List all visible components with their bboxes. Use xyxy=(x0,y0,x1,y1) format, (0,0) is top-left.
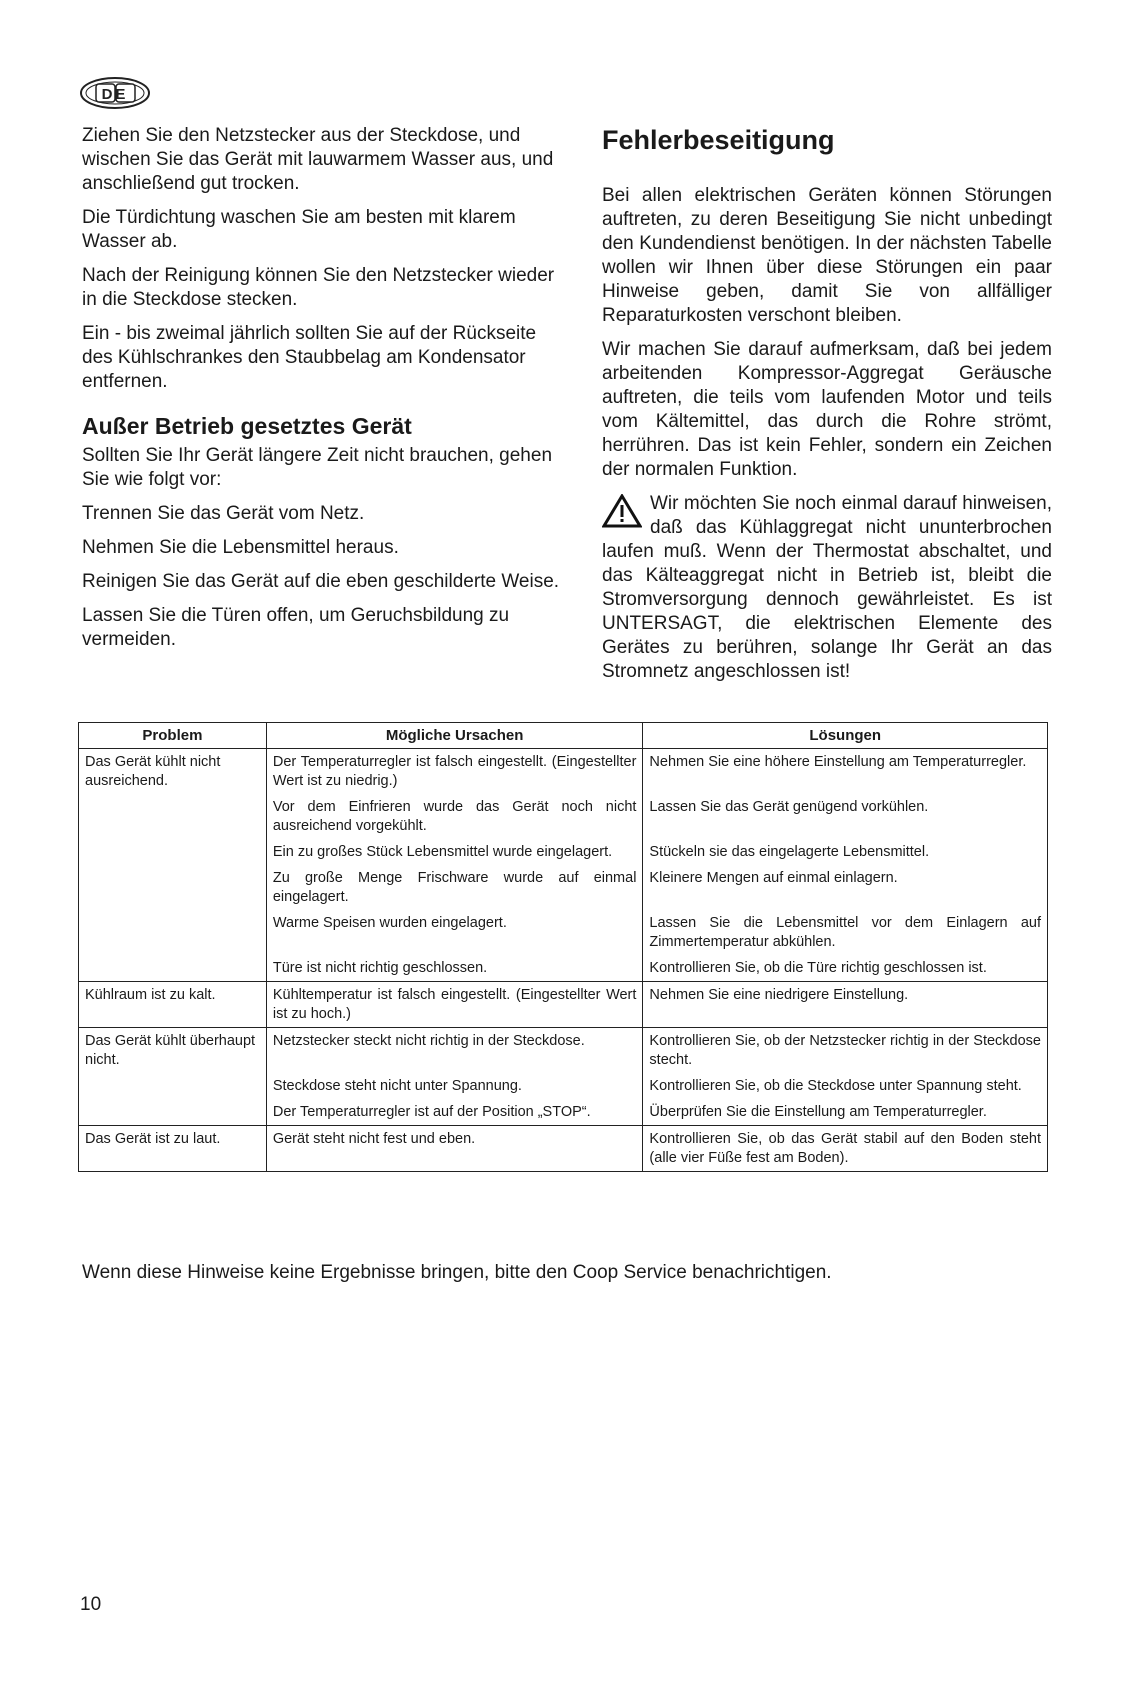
service-note: Wenn diese Hinweise keine Ergebnisse bringen, bitte den Coop Service benachrichtigen. xyxy=(82,1262,832,1283)
problem-cell: Das Gerät kühlt nicht ausreichend. xyxy=(79,749,267,795)
troubleshooting-paragraph: Wir machen Sie darauf aufmerksam, daß bei jedem arbeitenden Kompressor-Aggregat Geräusche auftreten, die teils vom laufenden Motor und teils vom Kältemittel, das durch die Rohre strömt, herrühren. Das ist kein Fehler, sondern ein Zeichen der normalen Funktion. xyxy=(602,339,1052,480)
cause-cell: Zu große Menge Frischware wurde auf einmal eingelagert. xyxy=(266,865,643,910)
problem-cell: Kühlraum ist zu kalt. xyxy=(79,982,267,1028)
table-row xyxy=(79,1099,1048,1126)
cause-cell: Netzstecker steckt nicht richtig in der Steckdose. xyxy=(266,1028,643,1074)
cleaning-paragraph: Die Türdichtung waschen Sie am besten mit klarem Wasser ab. xyxy=(82,207,516,252)
section-heading-troubleshooting: Fehlerbeseitigung xyxy=(602,125,835,155)
out-of-service-paragraph: Trennen Sie das Gerät vom Netz. xyxy=(82,503,365,524)
out-of-service-paragraph: Reinigen Sie das Gerät auf die eben geschilderte Weise. xyxy=(82,571,560,592)
language-badge-icon xyxy=(78,74,154,112)
out-of-service-paragraph: Nehmen Sie die Lebensmittel heraus. xyxy=(82,537,399,558)
warning-text: Wir möchten Sie noch einmal darauf hinweisen, daß das Kühlaggregat nicht ununterbrochen laufen muß. Wenn der Thermostat abschaltet, und das Kälteaggregat nicht in Betrieb ist, bleibt die Stromversorgung dennoch gewährleistet. Es ist UNTERSAGT, die elektrischen Elemente des Gerätes zu berühren, solange Ihr Gerät an das Stromnetz angeschlossen ist! xyxy=(602,493,1052,682)
column-header-problem: Problem xyxy=(79,723,267,749)
problem-cell: Das Gerät ist zu laut. xyxy=(79,1126,267,1172)
solution-cell: Kontrollieren Sie, ob das Gerät stabil auf den Boden steht (alle vier Füße fest am Boden). xyxy=(643,1126,1048,1172)
problem-cell xyxy=(79,1073,267,1099)
solution-cell: Kleinere Mengen auf einmal einlagern. xyxy=(643,865,1048,910)
cleaning-paragraph: Nach der Reinigung können Sie den Netzstecker wieder in die Steckdose stecken. xyxy=(82,265,555,310)
problem-cell xyxy=(79,839,267,865)
solution-cell: Nehmen Sie eine höhere Einstellung am Temperaturregler. xyxy=(643,749,1048,795)
section-heading-out-of-service: Außer Betrieb gesetztes Gerät xyxy=(82,413,412,439)
table-row xyxy=(79,982,1048,1028)
table-row xyxy=(79,1126,1048,1172)
troubleshooting-table xyxy=(78,722,1048,1172)
problem-cell xyxy=(79,910,267,955)
table-row xyxy=(79,910,1048,955)
cause-cell: Türe ist nicht richtig geschlossen. xyxy=(266,955,643,982)
cause-cell: Der Temperaturregler ist auf der Position „STOP“. xyxy=(266,1099,643,1126)
table-row xyxy=(79,749,1048,795)
problem-cell xyxy=(79,865,267,910)
out-of-service-paragraph: Sollten Sie Ihr Gerät längere Zeit nicht brauchen, gehen Sie wie folgt vor: xyxy=(82,445,553,490)
cleaning-paragraph: Ziehen Sie den Netzstecker aus der Steckdose, und wischen Sie das Gerät mit lauwarmem Wasser aus, und anschließend gut trocken. xyxy=(82,125,554,194)
left-column xyxy=(82,124,562,662)
right-column xyxy=(602,124,1052,694)
table-row xyxy=(79,1073,1048,1099)
out-of-service-paragraph: Lassen Sie die Türen offen, um Geruchsbildung zu vermeiden. xyxy=(82,605,510,650)
solution-cell: Überprüfen Sie die Einstellung am Temperaturregler. xyxy=(643,1099,1048,1126)
problem-cell xyxy=(79,1099,267,1126)
problem-cell: Das Gerät kühlt überhaupt nicht. xyxy=(79,1028,267,1074)
cause-cell: Warme Speisen wurden eingelagert. xyxy=(266,910,643,955)
table-header-row xyxy=(79,723,1048,749)
language-badge-label: DE xyxy=(101,86,129,103)
table-row xyxy=(79,955,1048,982)
table-row xyxy=(79,839,1048,865)
troubleshooting-paragraph: Bei allen elektrischen Geräten können Störungen auftreten, zu deren Beseitigung Sie nicht unbedingt den Kundendienst benötigen. In der nächsten Tabelle wollen wir Ihnen über diese Störungen ein paar Hinweise geben, damit Sie von allfälliger Reparaturkosten verschont bleiben. xyxy=(602,185,1052,326)
warning-triangle-icon xyxy=(602,494,642,528)
solution-cell: Stückeln sie das eingelagerte Lebensmittel. xyxy=(643,839,1048,865)
solution-cell: Kontrollieren Sie, ob die Steckdose unter Spannung steht. xyxy=(643,1073,1048,1099)
cleaning-paragraph: Ein - bis zweimal jährlich sollten Sie auf der Rückseite des Kühlschrankes den Staubbelag am Kondensator entfernen. xyxy=(82,323,537,392)
solution-cell: Lassen Sie das Gerät genügend vorkühlen. xyxy=(643,794,1048,839)
solution-cell: Nehmen Sie eine niedrigere Einstellung. xyxy=(643,982,1048,1028)
column-header-solutions: Lösungen xyxy=(643,723,1048,749)
cause-cell: Kühltemperatur ist falsch eingestellt. (Eingestellter Wert ist zu hoch.) xyxy=(266,982,643,1028)
cause-cell: Vor dem Einfrieren wurde das Gerät noch nicht ausreichend vorgekühlt. xyxy=(266,794,643,839)
solution-cell: Kontrollieren Sie, ob die Türe richtig geschlossen ist. xyxy=(643,955,1048,982)
cause-cell: Gerät steht nicht fest und eben. xyxy=(266,1126,643,1172)
table-row xyxy=(79,865,1048,910)
cause-cell: Der Temperaturregler ist falsch eingestellt. (Eingestellter Wert ist zu niedrig.) xyxy=(266,749,643,795)
problem-cell xyxy=(79,794,267,839)
page-number: 10 xyxy=(80,1594,102,1615)
table-row xyxy=(79,794,1048,839)
cause-cell: Steckdose steht nicht unter Spannung. xyxy=(266,1073,643,1099)
warning-block xyxy=(602,492,1052,684)
problem-cell xyxy=(79,955,267,982)
solution-cell: Kontrollieren Sie, ob der Netzstecker richtig in der Steckdose stecht. xyxy=(643,1028,1048,1074)
column-header-causes: Mögliche Ursachen xyxy=(266,723,643,749)
cause-cell: Ein zu großes Stück Lebensmittel wurde eingelagert. xyxy=(266,839,643,865)
table-row xyxy=(79,1028,1048,1074)
solution-cell: Lassen Sie die Lebensmittel vor dem Einlagern auf Zimmertemperatur abkühlen. xyxy=(643,910,1048,955)
